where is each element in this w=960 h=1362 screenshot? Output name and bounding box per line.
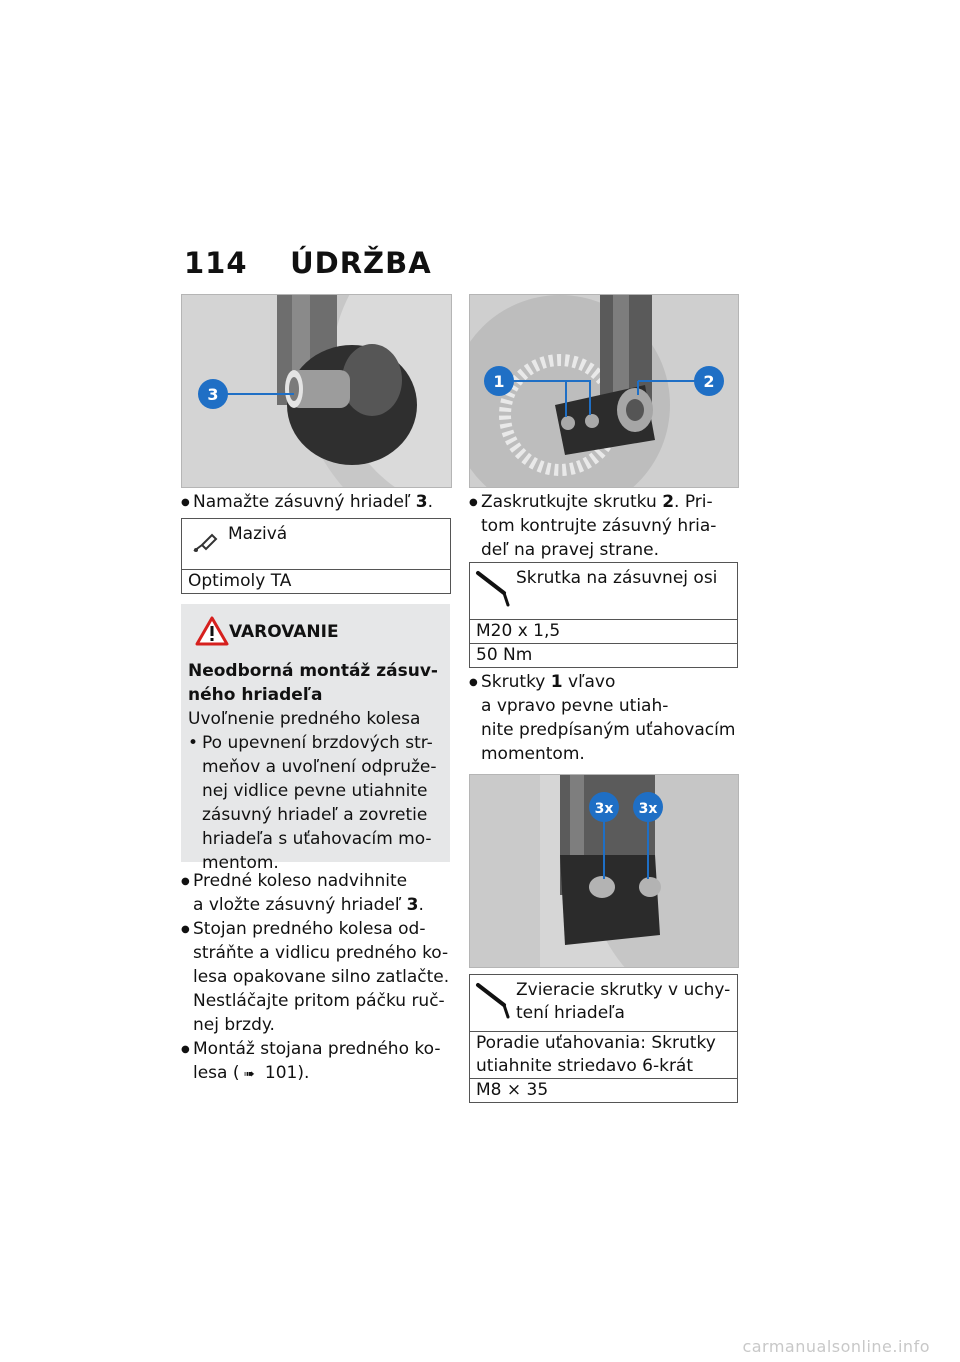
- warning-heading-1: Neodborná montáž zásuv-: [188, 661, 438, 681]
- grease-gun-icon: [190, 525, 222, 557]
- svg-text:3x: 3x: [638, 801, 658, 817]
- page-ref-arrow-icon: ➠: [244, 1067, 255, 1082]
- warning-box: [181, 604, 450, 873]
- svg-text:3: 3: [207, 385, 219, 404]
- photo-clamp-screws: [469, 774, 739, 968]
- warning-heading-2: ného hriadeľa: [188, 685, 323, 705]
- svg-text:2: 2: [703, 372, 715, 391]
- page-header: [184, 246, 432, 280]
- warning-triangle-icon: [195, 616, 229, 646]
- spec-clamp-order: Poradie uťahovania: Skrutky utiahnite striedavo 6-krát: [470, 1031, 737, 1078]
- axle-illustration: [182, 295, 451, 487]
- step-mount-stand: ● Montáž stojana predného ko- lesa ( ➠ 101).: [181, 1037, 456, 1087]
- torque-wrench-icon: [474, 567, 514, 607]
- photo-axle-screws: [469, 294, 739, 488]
- lubricant-value: Optimoly TA: [182, 569, 450, 593]
- watermark: carmanualsonline.info: [742, 1337, 930, 1356]
- step-tighten-screws-1: ● Skrutky 1 vľavo a vpravo pevne utiah- nite predpísaným uťahovacím momentom.: [469, 670, 744, 766]
- section-title: ÚDRŽBA: [290, 246, 432, 280]
- spec-clamp-label-2: tení hriadeľa: [516, 1003, 625, 1023]
- step-tighten-screw-2: ● Zaskrutkujte skrutku 2. Pri- tom kontrujte zásuvný hria- deľ na pravej strane.: [469, 490, 739, 562]
- photo-front-axle-insert: [181, 294, 452, 488]
- lubricant-label: Mazivá: [228, 524, 288, 544]
- spec-clamp-size: M8 × 35: [470, 1078, 737, 1102]
- step-remove-stand: ● Stojan predného kolesa od- stráňte a vidlicu predného ko- lesa opakovane silno zatlačte. Nestláčajte pritom páčku ruč- nej brzdy.: [181, 917, 456, 1037]
- warning-title: VAROVANIE: [229, 622, 339, 642]
- lubricant-box: [181, 518, 451, 594]
- svg-text:1: 1: [493, 372, 505, 391]
- left-steps: [181, 869, 456, 1087]
- axle-screws-illustration: [470, 295, 738, 487]
- svg-text:3x: 3x: [594, 801, 614, 817]
- page-ref-link[interactable]: 101: [264, 1063, 298, 1083]
- spec-axle-screw-thread: M20 x 1,5: [470, 619, 737, 643]
- spec-clamp-screws: [469, 974, 738, 1103]
- spec-axle-screw-torque: 50 Nm: [470, 643, 737, 667]
- warning-bullet: • Po upevnení brzdových str- meňov a uvoľnení odpruže- nej vidlice pevne utiahnite zásuvný hriadeľ a zovretie hriadeľa s uťahovacím mo- mentom.: [188, 733, 437, 873]
- spec-axle-screw: [469, 562, 738, 668]
- spec-clamp-label-1: Zvieracie skrutky v uchy-: [516, 980, 731, 1000]
- clamp-screws-illustration: [470, 775, 738, 967]
- step-lift-wheel: ● Predné koleso nadvihnite a vložte zásuvný hriadeľ 3.: [181, 869, 456, 917]
- spec-axle-screw-label: Skrutka na zásuvnej osi: [516, 568, 718, 588]
- torque-wrench-icon: [474, 979, 514, 1019]
- warning-subtitle: Uvoľnenie predného kolesa: [188, 709, 421, 729]
- step-lubricate-axle: ● Namažte zásuvný hriadeľ 3.: [181, 490, 451, 517]
- page-number: 114: [184, 246, 248, 280]
